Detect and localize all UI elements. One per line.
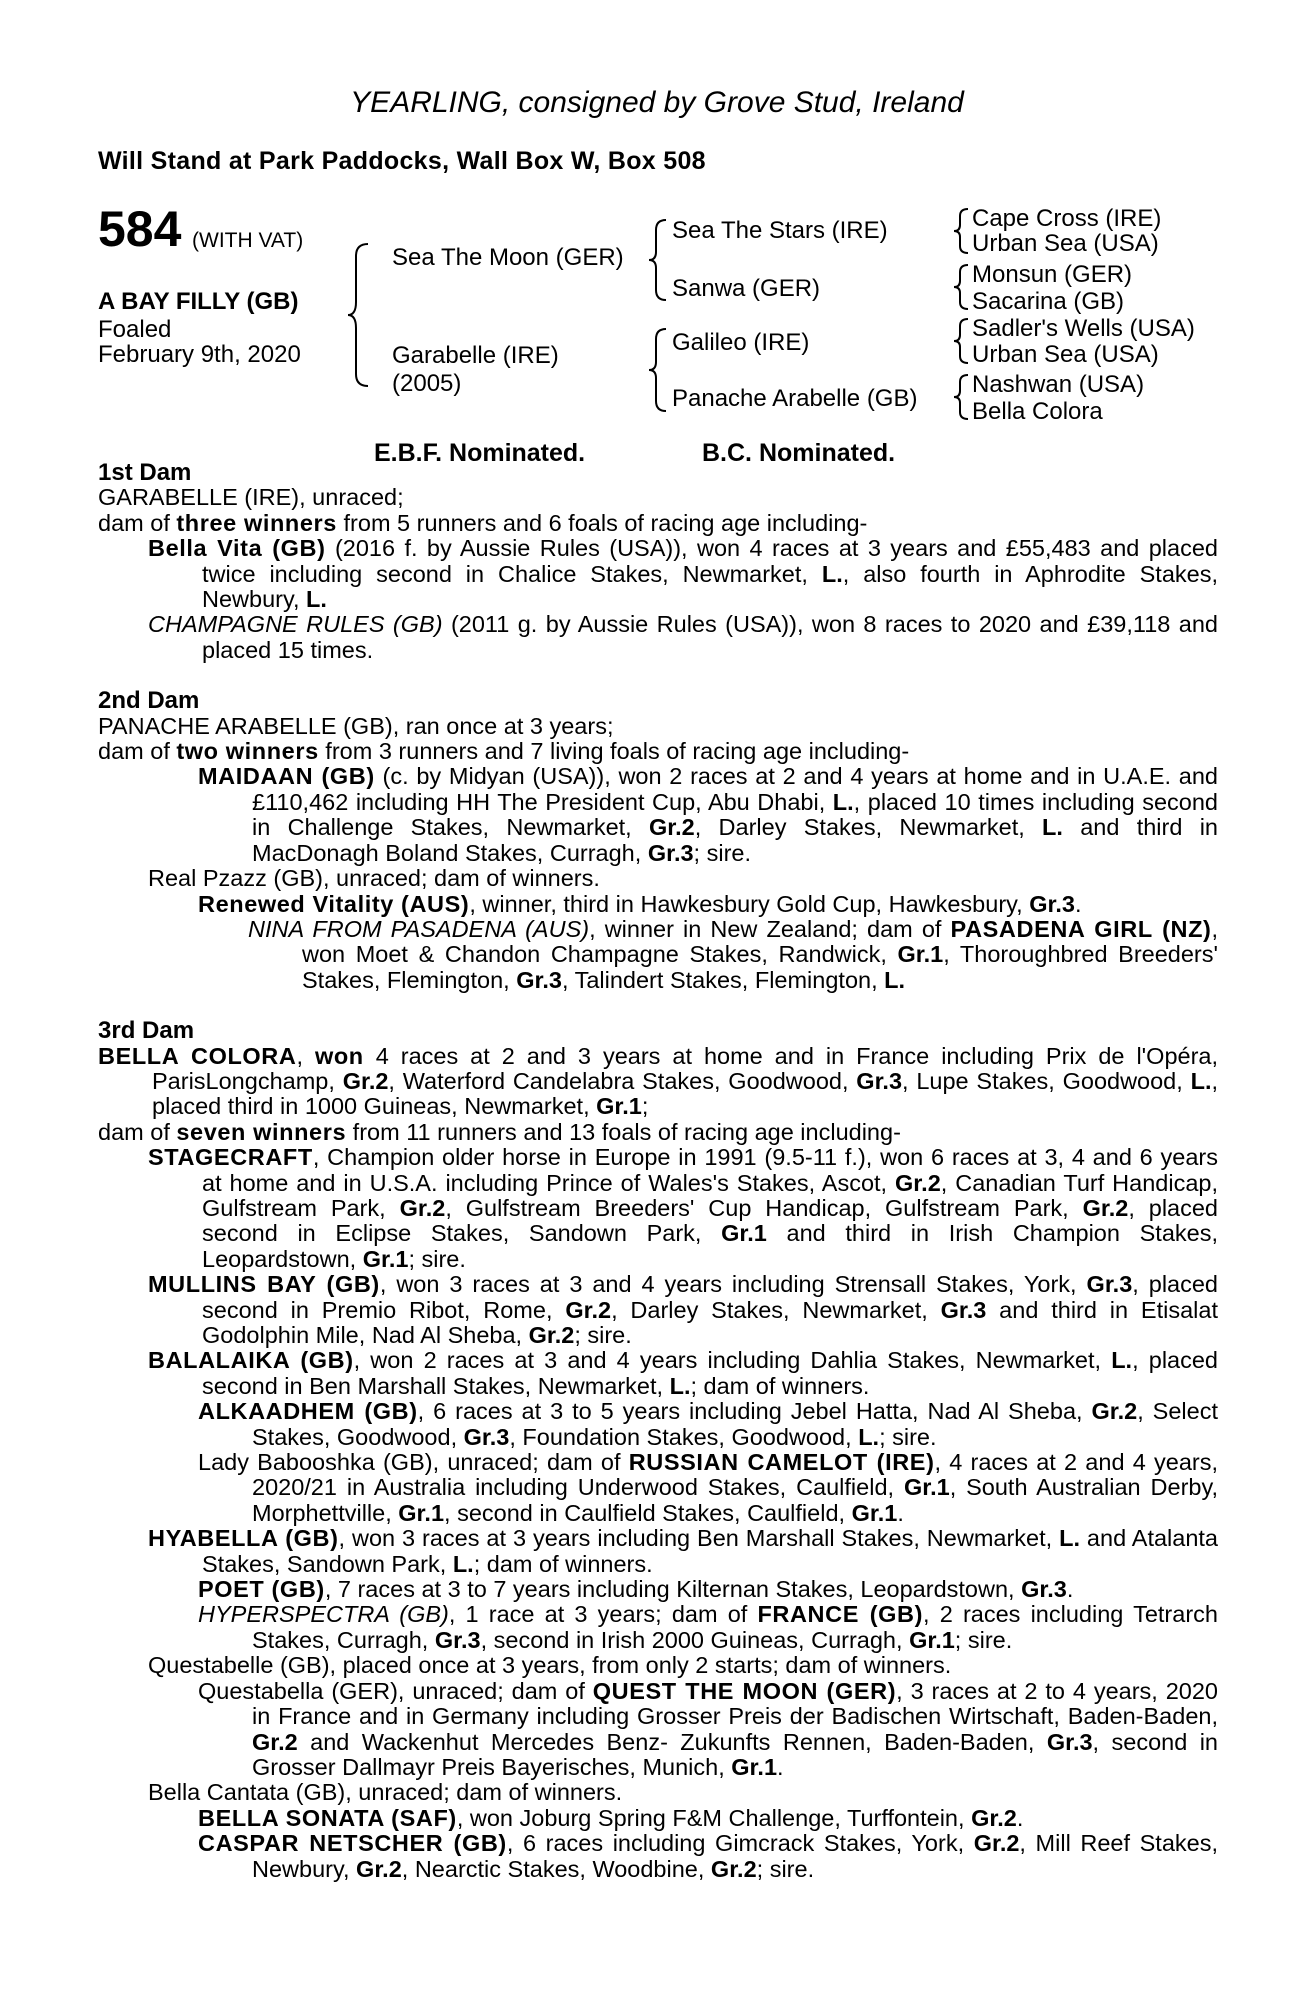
second-dam-section: [98, 688, 1218, 993]
caspar-netscher-entry: CASPAR NETSCHER (GB), 6 races including Gimcrack Stakes, York, Gr.2, Mill Reef Stakes, Newbury, Gr.2, Nearctic Stakes, Woodbine, Gr.2; sire.: [198, 1830, 1218, 1882]
first-dam-progeny-1: Bella Vita (GB) (2016 f. by Aussie Rules (USA)), won 4 races at 3 years and £55,483 and placed twice including second in Chalice Stakes, Newmarket, L., also fourth in Aphrodite Stakes, Newbury, L.: [148, 535, 1218, 613]
first-dam-section: [98, 460, 1218, 663]
pedigree-g7: Nashwan (USA): [972, 371, 1145, 398]
lot-description: A BAY FILLY (GB): [98, 288, 299, 315]
pedigree-brace-1: [346, 240, 376, 390]
third-dam-produce-line: dam of seven winners from 11 runners and 13 foals of racing age including-: [98, 1118, 901, 1145]
hyabella-entry: HYABELLA (GB), won 3 races at 3 years including Ben Marshall Stakes, Newmarket, L. and Atalanta Stakes, Sandown Park, L.; dam of winners.: [148, 1525, 1218, 1577]
pedigree-brace-5: [950, 262, 974, 312]
second-dam-progeny-1: MAIDAAN (GB) (c. by Midyan (USA)), won 2 races at 2 and 4 years at home and in U.A.E. and £110,462 including HH The President Cup, Abu Dhabi, L., placed 10 times including second in Challenge Stakes, Newmarket, Gr.2, Darley Stakes, Newmarket, L. and third in MacDonagh Boland Stakes, Curragh, Gr.3; sire.: [198, 763, 1219, 866]
bella-cantata-entry: Bella Cantata (GB), unraced; dam of winners.: [148, 1779, 623, 1806]
second-dam-grandprogeny-1: Renewed Vitality (AUS), winner, third in Hawkesbury Gold Cup, Hawkesbury, Gr.3.: [198, 890, 1082, 917]
pedigree-g3: Monsun (GER): [972, 261, 1133, 288]
pedigree-dam-year: (2005): [392, 370, 462, 397]
second-dam-grandprogeny-2: NINA FROM PASADENA (AUS), winner in New Zealand; dam of PASADENA GIRL (NZ), won Moet & Chandon Champagne Stakes, Randwick, Gr.1, Thoroughbred Breeders' Stakes, Flemington, Gr.3, Talindert Stakes, Flemington, L.: [248, 915, 1219, 993]
mullins-bay-entry: MULLINS BAY (GB), won 3 races at 3 and 4 years including Strensall Stakes, York, Gr.3, placed second in Premio Ribot, Rome, Gr.2, Darley Stakes, Newmarket, Gr.3 and third in Etisalat Godolphin Mile, Nad Al Sheba, Gr.2; sire.: [148, 1271, 1219, 1348]
first-dam-heading: 1st Dam: [98, 459, 192, 486]
questabelle-entry: Questabelle (GB), placed once at 3 years, from only 2 starts; dam of winners.: [148, 1652, 952, 1679]
third-dam-section: [98, 1018, 1218, 1882]
poet-entry: POET (GB), 7 races at 3 to 7 years including Kilternan Stakes, Leopardstown, Gr.3.: [198, 1576, 1074, 1603]
foaled-label: Foaled: [98, 316, 172, 343]
questabella-entry: Questabella (GER), unraced; dam of QUEST THE MOON (GER), 3 races at 2 to 4 years, 2020 in France and in Germany including Grosser Preis der Badischen Wirtschaft, Baden-Baden, Gr.2 and Wackenhut Mercedes Benz- Zukunfts Rennen, Baden-Baden, Gr.3, second in Grosser Dallmayr Preis Bayerisches, Munich, Gr.1.: [198, 1677, 1219, 1780]
first-dam-line: GARABELLE (IRE), unraced;: [98, 484, 404, 511]
pedigree-brace-3: [646, 325, 672, 415]
pedigree-brace-6: [950, 316, 974, 366]
balalaika-entry: BALALAIKA (GB), won 2 races at 3 and 4 years including Dahlia Stakes, Newmarket, L., placed second in Ben Marshall Stakes, Newmarket, L.; dam of winners.: [148, 1347, 1218, 1399]
pedigree-sire-dam: Sanwa (GER): [672, 275, 821, 302]
lot-number: 584: [98, 201, 182, 257]
pedigree-g5: Sadler's Wells (USA): [972, 315, 1195, 342]
bella-sonata-entry: BELLA SONATA (SAF), won Joburg Spring F&M Challenge, Turffontein, Gr.2.: [198, 1804, 1024, 1831]
lady-babooshka-entry: Lady Babooshka (GB), unraced; dam of RUSSIAN CAMELOT (IRE), 4 races at 2 and 4 years, 2020/21 in Australia including Underwood Stakes, Caulfield, Gr.1, South Australian Derby, Morphettville, Gr.1, second in Caulfield Stakes, Caulfield, Gr.1.: [198, 1449, 1218, 1526]
first-dam-produce-line: dam of three winners from 5 runners and 6 foals of racing age including-: [98, 509, 868, 536]
pedigree-g8: Bella Colora: [972, 398, 1103, 425]
stagecraft-entry: STAGECRAFT, Champion older horse in Europe in 1991 (9.5-11 f.), won 6 races at 3, 4 and 6 years at home and in U.S.A. including Prince of Wales's Stakes, Ascot, Gr.2, Canadian Turf Handicap, Gulfstream Park, Gr.2, Gulfstream Breeders' Cup Handicap, Gulfstream Park, Gr.2, placed second in Eclipse Stakes, Sandown Park, Gr.1 and third in Irish Champion Stakes, Leopardstown, Gr.1; sire.: [148, 1144, 1219, 1272]
hyperspectra-entry: HYPERSPECTRA (GB), 1 race at 3 years; dam of FRANCE (GB), 2 races including Tetrarch Stakes, Curragh, Gr.3, second in Irish 2000 Guineas, Curragh, Gr.1; sire.: [198, 1601, 1218, 1653]
third-dam-heading: 3rd Dam: [98, 1017, 195, 1045]
alkaadhem-entry: ALKAADHEM (GB), 6 races at 3 to 5 years including Jebel Hatta, Nad Al Sheba, Gr.2, Select Stakes, Goodwood, Gr.3, Foundation Stakes, Goodwood, L.; sire.: [198, 1398, 1218, 1450]
pedigree-dam-dam: Panache Arabelle (GB): [672, 385, 918, 412]
first-dam-progeny-2: CHAMPAGNE RULES (GB) (2011 g. by Aussie Rules (USA)), won 8 races to 2020 and £39,118 and placed 15 times.: [148, 611, 1218, 663]
stand-location: Will Stand at Park Paddocks, Wall Box W, Box 508: [98, 147, 706, 175]
ebf-nominated: E.B.F. Nominated.: [374, 439, 586, 467]
second-dam-heading: 2nd Dam: [98, 687, 200, 715]
bc-nominated: B.C. Nominated.: [702, 439, 896, 467]
second-dam-progeny-2: Real Pzazz (GB), unraced; dam of winners.: [148, 865, 600, 892]
second-dam-produce-line: dam of two winners from 3 runners and 7 living foals of racing age including-: [98, 738, 910, 765]
pedigree-sire-sire: Sea The Stars (IRE): [672, 217, 888, 244]
pedigree-g2: Urban Sea (USA): [972, 230, 1159, 257]
pedigree-brace-2: [646, 216, 672, 304]
third-dam-line: BELLA COLORA, won 4 races at 2 and 3 years at home and in France including Prix de l'Opéra, ParisLongchamp, Gr.2, Waterford Candelabra Stakes, Goodwood, Gr.3, Lupe Stakes, Goodwood, L., placed third in 1000 Guineas, Newmarket, Gr.1;: [98, 1042, 1219, 1120]
pedigree-sire: Sea The Moon (GER): [392, 244, 624, 271]
pedigree-g1: Cape Cross (IRE): [972, 205, 1162, 232]
page-title: YEARLING, consigned by Grove Stud, Ireland: [350, 86, 964, 119]
dam-details: [98, 460, 1218, 1882]
pedigree-brace-4: [950, 206, 974, 256]
pedigree-dam: Garabelle (IRE): [392, 342, 559, 369]
pedigree-g4: Sacarina (GB): [972, 288, 1125, 315]
foaled-date: February 9th, 2020: [98, 341, 301, 368]
pedigree-dam-sire: Galileo (IRE): [672, 329, 810, 356]
second-dam-line: PANACHE ARABELLE (GB), ran once at 3 years;: [98, 712, 614, 739]
pedigree-g6: Urban Sea (USA): [972, 341, 1159, 368]
pedigree-brace-7: [950, 372, 974, 422]
vat-note: (WITH VAT): [192, 229, 304, 252]
